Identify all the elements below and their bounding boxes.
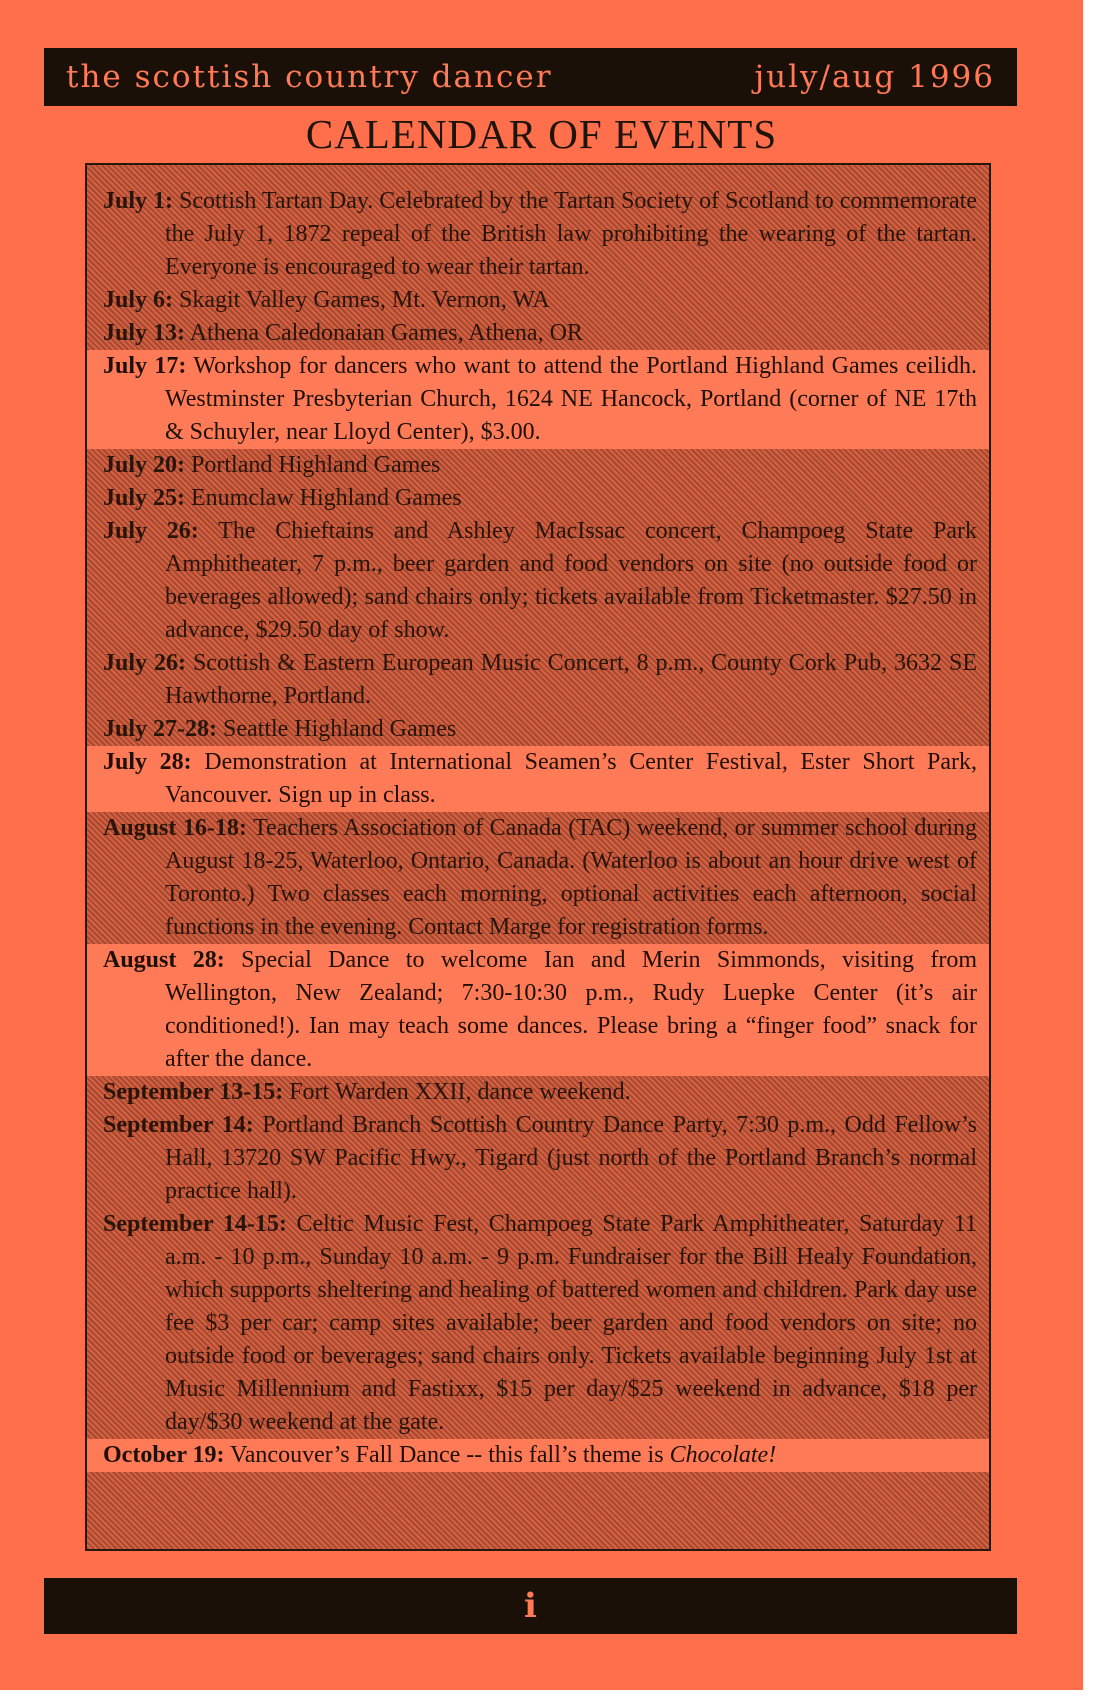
event-text: Portland Highland Games [191, 452, 441, 478]
masthead-bar [44, 48, 1017, 106]
event-text: Demonstration at International Seamen’s Center Festival, Ester Short Park, Vancouver. Sign up in class. [165, 749, 977, 808]
event-text: Enumclaw Highland Games [191, 485, 462, 511]
event-date: July 25: [103, 485, 186, 511]
event-item-highlighted [87, 746, 989, 812]
event-item [103, 1109, 977, 1208]
event-date: July 17: [103, 353, 187, 379]
event-text: Celtic Music Fest, Champoeg State Park Amphitheater, Saturday 11 a.m. - 10 p.m., Sunday 10 a.m. - 9 p.m. Fundraiser for the Bill Healy Foundation, which supports sheltering and healing of battered women and children. Park day use fee $3 per car; camp sites available; beer garden and food vendors on site; no outside food or beverages; sand chairs only. Tickets available beginning July 1st at Music Millennium and Fastixx, $15 per day/$25 weekend in advance, $18 per day/$30 weekend at the gate. [165, 1211, 978, 1435]
event-item [103, 515, 977, 647]
event-item [103, 449, 977, 482]
event-text: Teachers Association of Canada (TAC) weekend, or summer school during August 18-25, Waterloo, Ontario, Canada. (Waterloo is about an hour drive west of Toronto.) Two classes each morning, optional activities each afternoon, social functions in the evening. Contact Marge for registration forms. [165, 815, 978, 940]
event-item [103, 812, 977, 944]
event-text: Scottish Tartan Day. Celebrated by the Tartan Society of Scotland to commemorate the July 1, 1872 repeal of the British law prohibiting the wearing of the tartan. Everyone is encouraged to wear their tartan. [165, 188, 977, 280]
event-item [103, 647, 977, 713]
event-text: Vancouver’s Fall Dance -- this fall’s theme is [230, 1442, 664, 1468]
event-date: September 13-15: [103, 1079, 284, 1105]
publication-name: the scottish country dancer [66, 59, 553, 95]
footer-bar [44, 1578, 1017, 1634]
event-date: July 27-28: [103, 716, 217, 742]
event-text: Special Dance to welcome Ian and Merin Simmonds, visiting from Wellington, New Zealand; 7:30-10:30 p.m., Rudy Luepke Center (it’s air conditioned!). Ian may teach some dances. Please bring a “finger food” snack for after the dance. [165, 947, 977, 1072]
event-item [103, 1076, 977, 1109]
event-date: July 20: [103, 452, 186, 478]
event-date: July 6: [103, 287, 174, 313]
page-number: i [524, 1586, 537, 1626]
event-date: July 26: [103, 518, 199, 544]
event-text: Seattle Highland Games [223, 716, 457, 742]
event-text: Portland Branch Scottish Country Dance Party, 7:30 p.m., Odd Fellow’s Hall, 13720 SW Pacific Hwy., Tigard (just north of the Portland Branch’s normal practice hall). [165, 1112, 977, 1204]
event-text: Scottish & Eastern European Music Concert, 8 p.m., County Cork Pub, 3632 SE Hawthorne, Portland. [165, 650, 978, 709]
event-text: Workshop for dancers who want to attend the Portland Highland Games ceilidh. Westminster Presbyterian Church, 1624 NE Hancock, Portland (corner of NE 17th & Schuyler, near Lloyd Center), $3.00. [165, 353, 977, 445]
event-date: July 1: [103, 188, 174, 214]
event-text: Athena Caledonaian Games, Athena, OR [189, 320, 583, 346]
event-date: October 19: [103, 1442, 225, 1468]
event-item-highlighted [87, 1439, 989, 1472]
event-item [103, 185, 977, 284]
event-date: September 14: [103, 1112, 254, 1138]
event-item-highlighted [87, 944, 989, 1076]
event-text: Fort Warden XXII, dance weekend. [289, 1079, 631, 1105]
event-item [103, 713, 977, 746]
event-text: Skagit Valley Games, Mt. Vernon, WA [179, 287, 550, 313]
event-item-highlighted [87, 350, 989, 449]
page-title: CALENDAR OF EVENTS [305, 111, 778, 157]
event-text: The Chieftains and Ashley MacIssac concert, Champoeg State Park Amphitheater, 7 p.m., beer garden and food vendors on site (no outside food or beverages allowed); sand chairs only; tickets available from Ticketmaster. $27.50 in advance, $29.50 day of show. [165, 518, 977, 643]
event-date: August 28: [103, 947, 225, 973]
event-date: July 26: [103, 650, 186, 676]
event-date: September 14-15: [103, 1211, 287, 1237]
calendar-box [85, 163, 991, 1551]
event-item [103, 1208, 977, 1439]
event-emphasis: Chocolate! [669, 1442, 777, 1468]
issue-date: july/aug 1996 [754, 59, 995, 95]
event-date: August 16-18: [103, 815, 247, 841]
event-item [103, 317, 977, 350]
event-item [103, 482, 977, 515]
event-date: July 13: [103, 320, 186, 346]
event-item [103, 284, 977, 317]
event-date: July 28: [103, 749, 192, 775]
